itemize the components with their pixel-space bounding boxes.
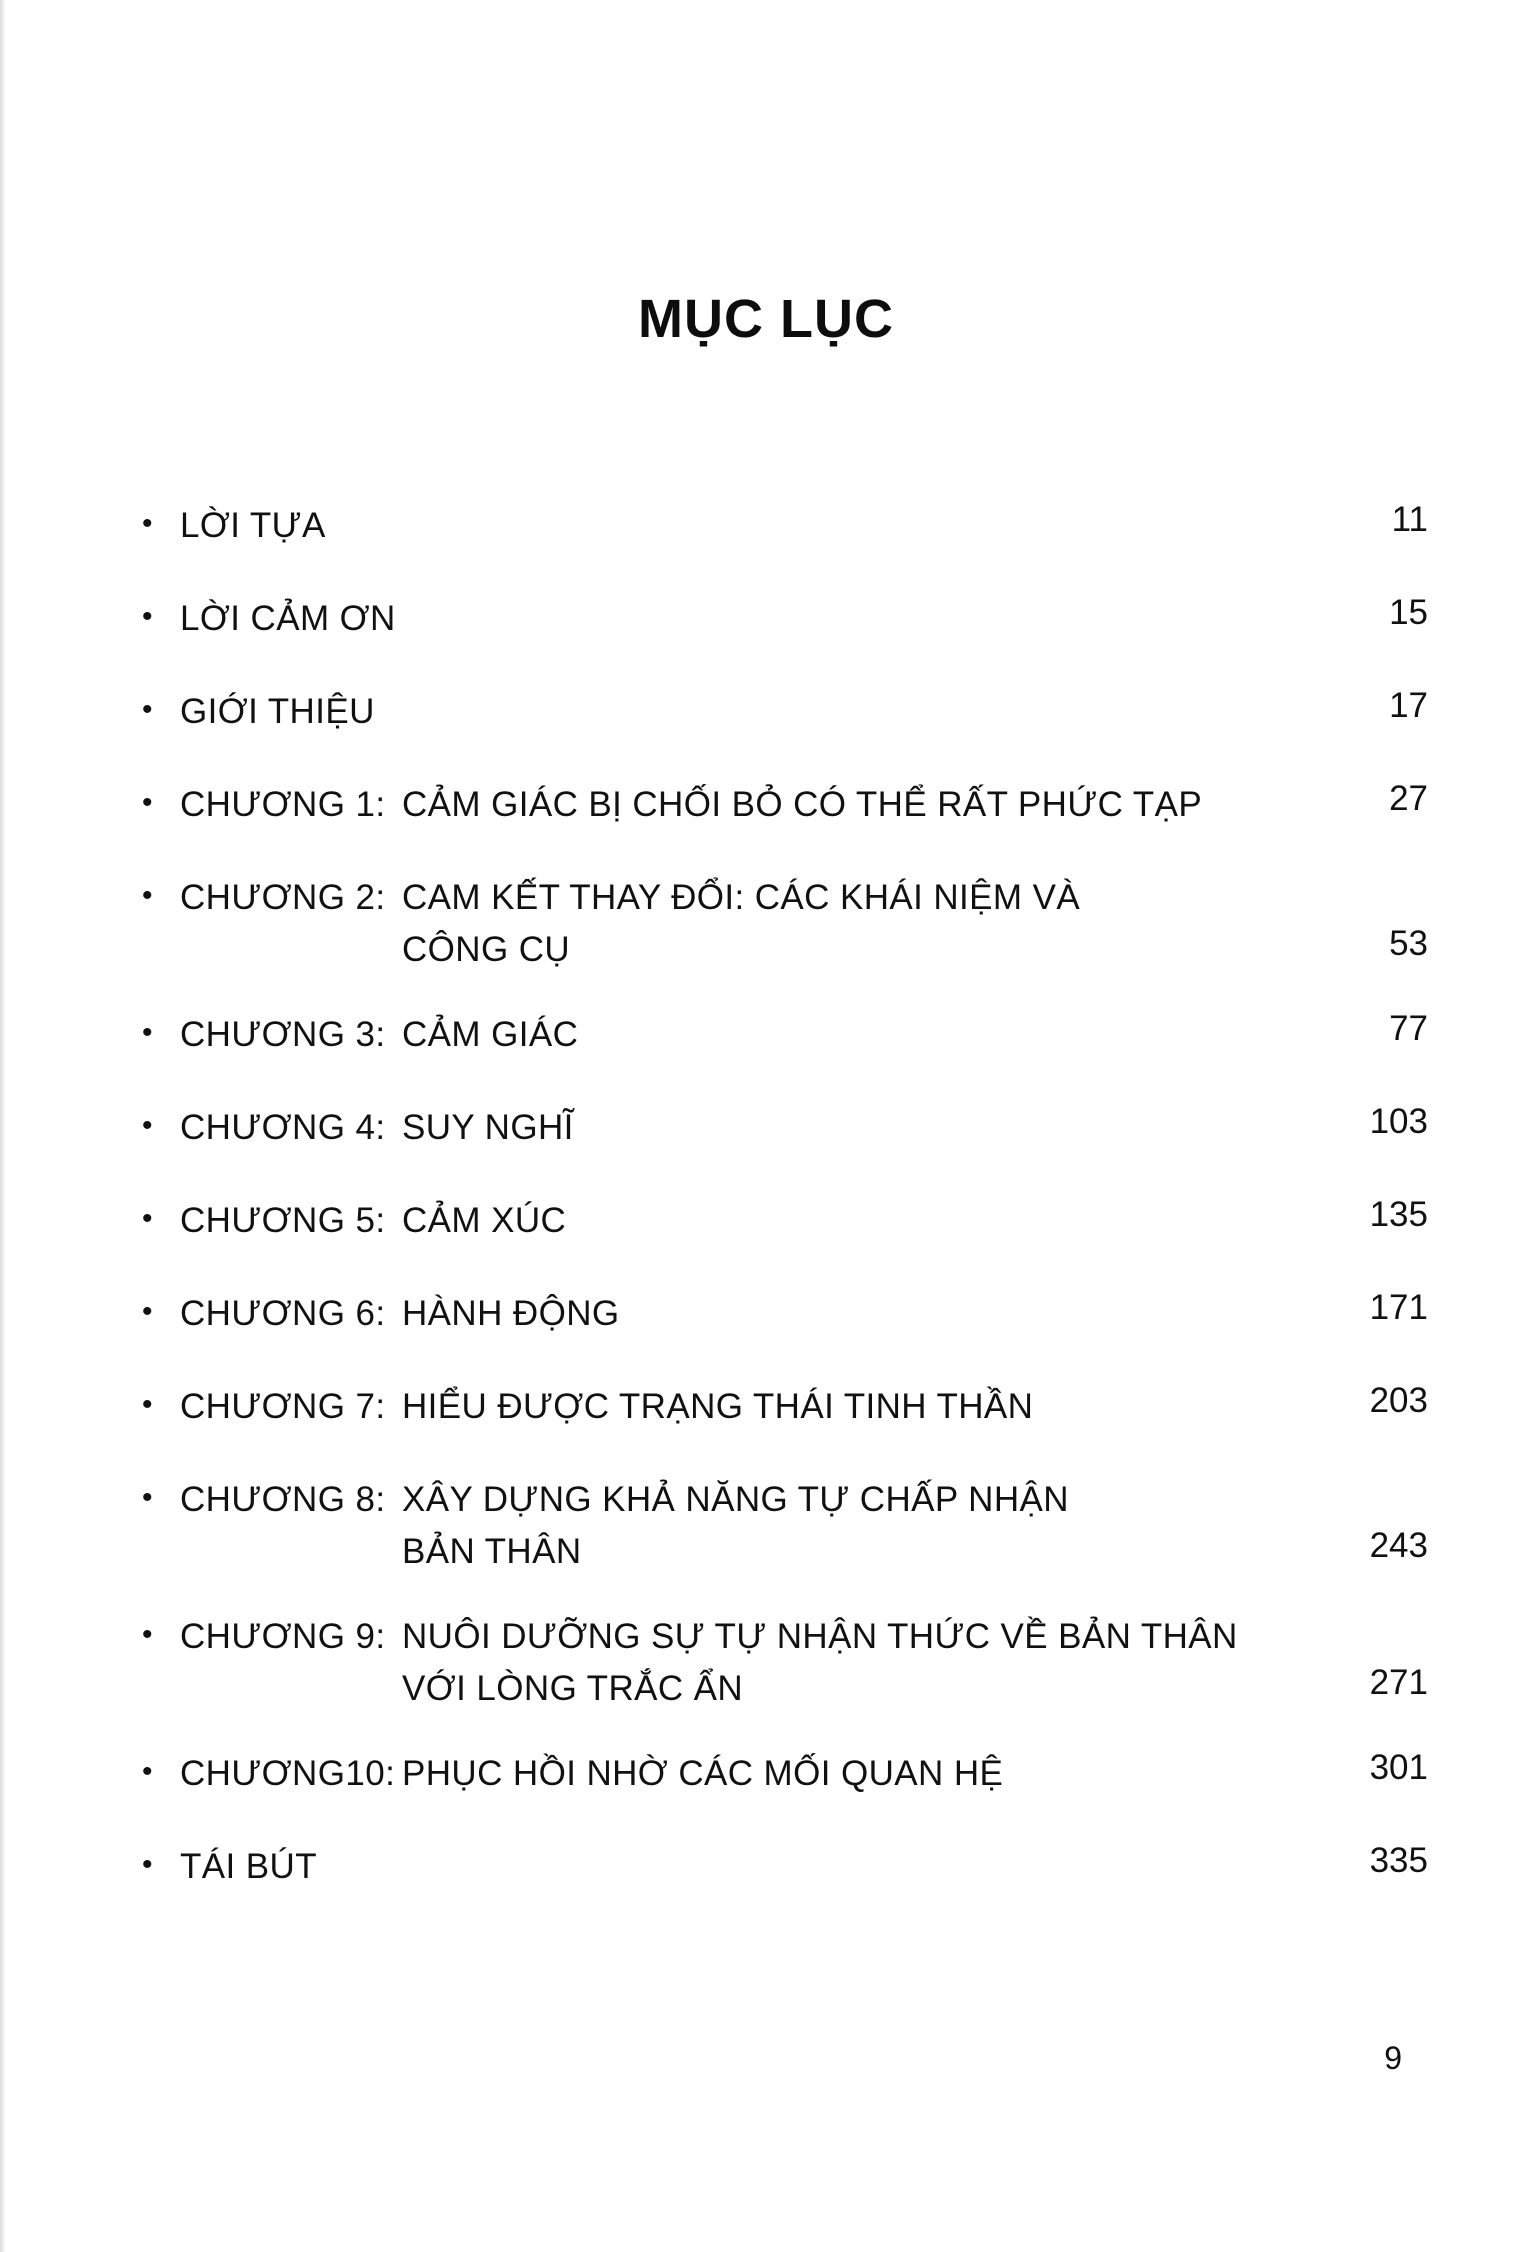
toc-entry-line — [180, 1009, 1428, 1061]
bullet-icon: • — [142, 1755, 153, 1788]
toc-entry-text — [180, 1611, 1428, 1715]
toc-title-label: CAM KẾT THAY ĐỔI: CÁC KHÁI NIỆM VÀ — [402, 878, 1081, 917]
toc-chapter-label: CHƯƠNG 2: — [180, 878, 386, 917]
toc-page-number: 17 — [1389, 686, 1428, 725]
toc-entry[interactable] — [128, 1474, 1428, 1578]
toc-entry-text — [180, 1381, 1428, 1433]
toc-chapter-label: CHƯƠNG 8: — [180, 1480, 386, 1519]
toc-entry-line — [180, 1748, 1428, 1800]
toc-entry-line — [180, 1663, 1428, 1715]
toc-chapter-label: CHƯƠNG10: — [180, 1754, 396, 1793]
toc-entry[interactable] — [128, 1009, 1428, 1069]
bullet-icon: • — [142, 786, 153, 819]
toc-title-label: HÀNH ĐỘNG — [402, 1294, 620, 1333]
toc-title-label-cont: BẢN THÂN — [402, 1532, 582, 1571]
page-title: MỤC LỤC — [638, 289, 894, 349]
toc-entry[interactable] — [128, 1748, 1428, 1808]
bullet-icon: • — [142, 1848, 153, 1881]
bullet-icon: • — [142, 1016, 153, 1049]
toc-page-number: 171 — [1369, 1288, 1428, 1327]
toc-title-label-cont: CÔNG CỤ — [402, 930, 571, 969]
page-number: 9 — [1384, 2040, 1402, 2076]
toc-title-label: PHỤC HỒI NHỜ CÁC MỐI QUAN HỆ — [402, 1754, 1004, 1793]
toc-entry-text — [180, 872, 1428, 976]
toc-chapter-label: CHƯƠNG 7: — [180, 1387, 386, 1426]
toc-entry-text — [180, 779, 1428, 831]
toc-page-number: 15 — [1389, 593, 1428, 632]
toc-entry-line — [180, 924, 1428, 976]
toc-title-label: GIỚI THIỆU — [180, 692, 375, 731]
toc-entry[interactable] — [128, 686, 1428, 746]
toc-entry-text — [180, 1841, 1428, 1893]
toc-page-number: 301 — [1369, 1748, 1428, 1787]
toc-page-number: 27 — [1389, 779, 1428, 818]
toc-entry-line — [180, 872, 1428, 924]
toc-entry-line — [180, 1288, 1428, 1340]
toc-entry[interactable] — [128, 1102, 1428, 1162]
toc-page-number: 11 — [1391, 500, 1428, 539]
toc-page-number: 103 — [1369, 1102, 1428, 1141]
toc-title-label: CẢM XÚC — [402, 1201, 567, 1240]
bullet-icon: • — [142, 879, 153, 912]
toc-chapter-label: CHƯƠNG 3: — [180, 1015, 386, 1054]
toc-entry[interactable] — [128, 1611, 1428, 1715]
toc-title-label: XÂY DỰNG KHẢ NĂNG TỰ CHẤP NHẬN — [402, 1480, 1069, 1519]
toc-title-label: HIỂU ĐƯỢC TRẠNG THÁI TINH THẦN — [402, 1387, 1034, 1426]
toc-page-number: 53 — [1389, 924, 1428, 963]
toc-entry[interactable] — [128, 1841, 1428, 1901]
toc-entry-line — [180, 593, 1428, 645]
bullet-icon: • — [142, 1109, 153, 1142]
toc-entry[interactable] — [128, 1288, 1428, 1348]
toc-entry-line — [180, 686, 1428, 738]
toc-chapter-label: CHƯƠNG 1: — [180, 785, 386, 824]
toc-entry-text — [180, 1102, 1428, 1154]
toc-entry-line — [180, 1841, 1428, 1893]
bullet-icon: • — [142, 1388, 153, 1421]
toc-entry-text — [180, 1195, 1428, 1247]
toc-entry[interactable] — [128, 872, 1428, 976]
toc-entry-text — [180, 1009, 1428, 1061]
toc-entry[interactable] — [128, 593, 1428, 653]
toc-entry-text — [180, 686, 1428, 738]
toc-page-number: 135 — [1369, 1195, 1428, 1234]
toc-title-label: NUÔI DƯỠNG SỰ TỰ NHẬN THỨC VỀ BẢN THÂN — [402, 1617, 1238, 1656]
toc-title-label: CẢM GIÁC BỊ CHỐI BỎ CÓ THỂ RẤT PHỨC TẠP — [402, 785, 1203, 824]
toc-title-label: TÁI BÚT — [180, 1847, 317, 1886]
toc-entry-line — [180, 1526, 1428, 1578]
toc-entry[interactable] — [128, 1381, 1428, 1441]
toc-entry-text — [180, 500, 1428, 552]
bullet-icon: • — [142, 507, 153, 540]
toc-title-label-cont: VỚI LÒNG TRẮC ẨN — [402, 1669, 744, 1708]
toc-title-label: CẢM GIÁC — [402, 1015, 579, 1054]
bullet-icon: • — [142, 1202, 153, 1235]
toc-entry[interactable] — [128, 1195, 1428, 1255]
toc-page-number: 335 — [1369, 1841, 1428, 1880]
toc-title-label: SUY NGHĨ — [402, 1108, 574, 1147]
table-of-contents — [128, 500, 1428, 1934]
bullet-icon: • — [142, 600, 153, 633]
toc-page-number: 77 — [1389, 1009, 1428, 1048]
toc-entry-line — [180, 1381, 1428, 1433]
toc-chapter-label: CHƯƠNG 9: — [180, 1617, 386, 1656]
toc-chapter-label: CHƯƠNG 5: — [180, 1201, 386, 1240]
toc-title-label: LỜI TỰA — [180, 506, 326, 545]
toc-title-label: LỜI CẢM ƠN — [180, 599, 396, 638]
toc-chapter-label: CHƯƠNG 4: — [180, 1108, 386, 1147]
toc-page-number: 243 — [1369, 1526, 1428, 1565]
toc-chapter-label: CHƯƠNG 6: — [180, 1294, 386, 1333]
bullet-icon: • — [142, 693, 153, 726]
bullet-icon: • — [142, 1295, 153, 1328]
toc-entry[interactable] — [128, 779, 1428, 839]
toc-entry-line — [180, 1195, 1428, 1247]
toc-page-number: 271 — [1369, 1663, 1428, 1702]
toc-entry-line — [180, 1611, 1428, 1663]
toc-entry-text — [180, 1474, 1428, 1578]
toc-entry-line — [180, 1474, 1428, 1526]
toc-entry-text — [180, 1748, 1428, 1800]
toc-entry-line — [180, 500, 1428, 552]
bullet-icon: • — [142, 1618, 153, 1651]
toc-entry-line — [180, 1102, 1428, 1154]
toc-entry-text — [180, 1288, 1428, 1340]
toc-entry[interactable] — [128, 500, 1428, 560]
bullet-icon: • — [142, 1481, 153, 1514]
toc-entry-text — [180, 593, 1428, 645]
toc-entry-line — [180, 779, 1428, 831]
toc-page-number: 203 — [1369, 1381, 1428, 1420]
